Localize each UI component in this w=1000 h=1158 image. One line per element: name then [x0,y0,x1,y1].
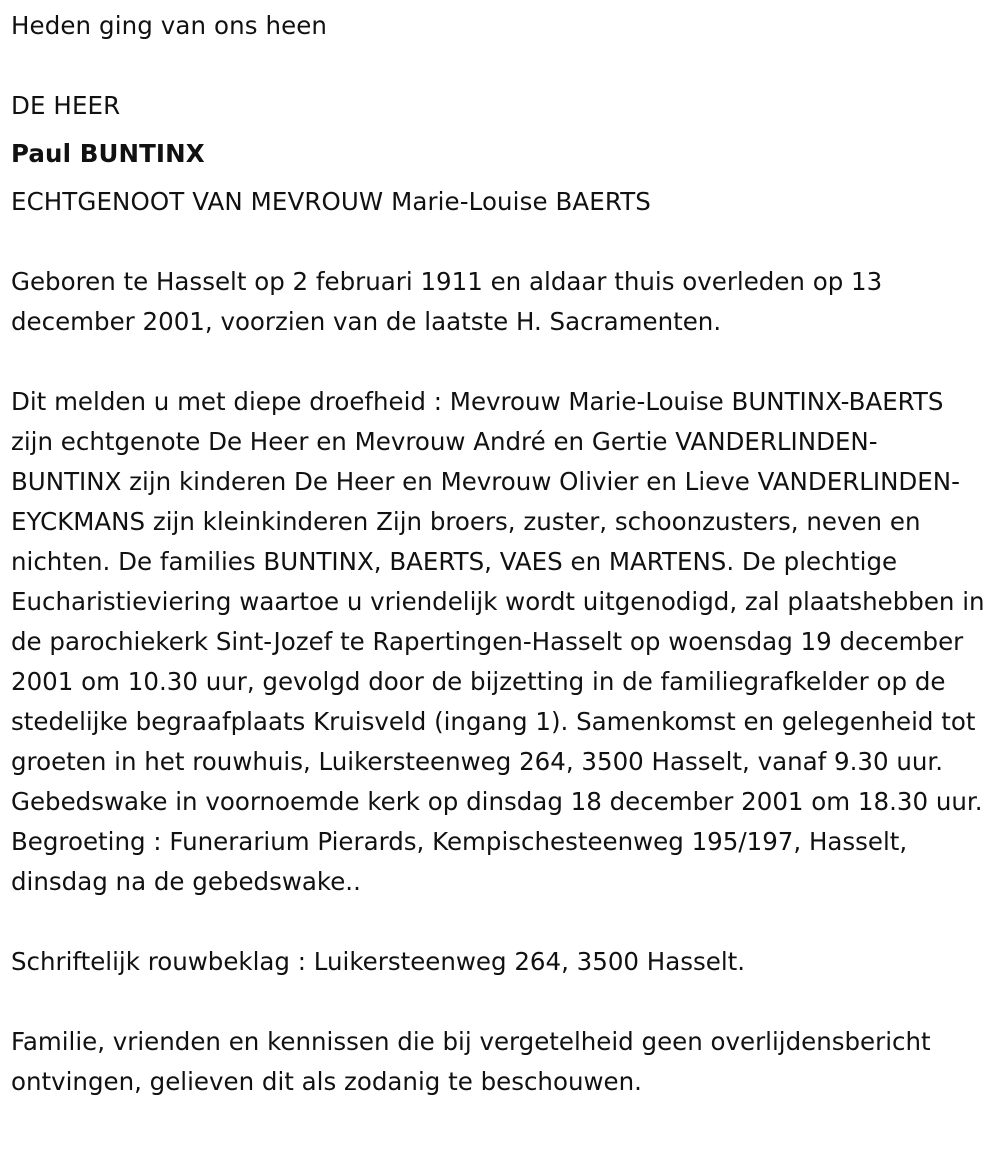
deceased-name: Paul BUNTINX [11,139,205,168]
announcement-paragraph: Dit melden u met diepe droefheid : Mevrouw Marie-Louise BUNTINX-BAERTS zijn echtgenote De Heer en Mevrouw André en Gertie VANDERLINDEN-BUNTINX zijn kinderen De Heer en Mevrouw Olivier en Lieve VANDERLINDEN-EYCKMANS zijn kleinkinderen Zijn broers, zuster, schoonzusters, neven en nichten. De families BUNTINX, BAERTS, VAES en MARTENS. De plechtige Eucharistieviering waartoe u vriendelijk wordt uitgenodigd, zal plaatshebben in de parochiekerk Sint-Jozef te Rapertingen-Hasselt op woensdag 19 december 2001 om 10.30 uur, gevolgd door de bijzetting in de familiegrafkelder op de stedelijke begraafplaats Kruisveld (ingang 1). Samenkomst en gelegenheid tot groeten in het rouwhuis, Luikersteenweg 264, 3500 Hasselt, vanaf 9.30 uur. Gebedswake in voornoemde kerk op dinsdag 18 december 2001 om 18.30 uur. Begroeting : Funerarium Pierards, Kempischesteenweg 195/197, Hasselt, dinsdag na de gebedswake.. [11,387,985,896]
closing-paragraph: Familie, vrienden en kennissen die bij vergetelheid geen overlijdensbericht ontvingen, gelieven dit als zodanig te beschouwen. [11,1027,931,1096]
intro-text: Heden ging van ons heen [11,11,328,40]
honorific-title: DE HEER [11,91,121,120]
condolences-paragraph: Schriftelijk rouwbeklag : Luikersteenweg 264, 3500 Hasselt. [11,947,746,976]
birth-death-paragraph: Geboren te Hasselt op 2 februari 1911 en aldaar thuis overleden op 13 december 2001, voorzien van de laatste H. Sacramenten. [11,267,883,336]
spouse-line: ECHTGENOOT VAN MEVROUW Marie-Louise BAERTS [11,187,651,216]
